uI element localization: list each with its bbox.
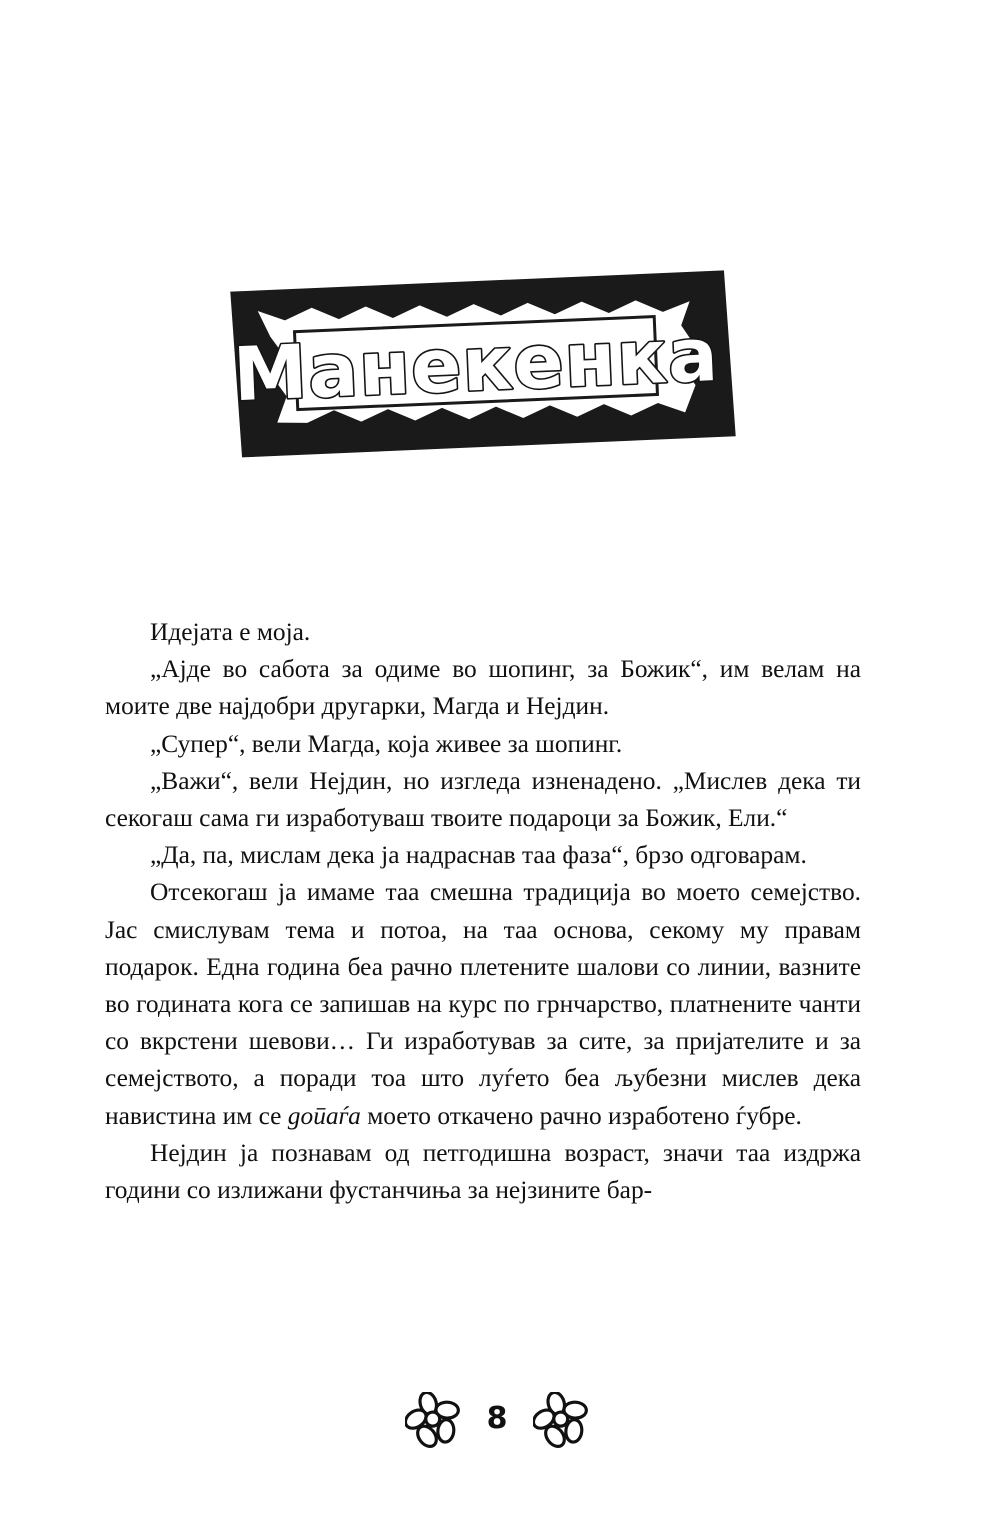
chapter-title-banner: [214, 272, 744, 457]
page-footer: [0, 1392, 994, 1448]
page-number: 8: [486, 1401, 508, 1436]
chapter-title-text: Манекенка: [231, 311, 721, 419]
paragraph-with-italic: Отсекогаш ја имаме таа смешна традиција во моето семејство. Јас смислувам тема и потоа, на таа основа, секому му правам подарок. Една година беа рачно плетените шалови со линии, вазните во годината кога се запишав на курс по грнчарство, платнените чанти со вкрстени шевови… Ги изработував за сите, за пријателите и за семејството, а поради тоа што луѓето беа љубезни мислев дека навистина им се допаѓа моето откачено рачно изработено ѓубре.: [105, 878, 861, 1130]
paragraph: Нејдин ја познавам од петгодишна возраст, значи таа издржа години со излижани фустанчиња за нејзините бар-: [105, 1138, 861, 1205]
paragraph: „Ајде во сабота за одиме во шопинг, за Божик“, им велам на моите две најдобри другарки, Магда и Нејдин.: [105, 655, 861, 721]
flower-icon: [405, 1392, 461, 1448]
paragraph: Идејата е моја.: [150, 618, 311, 646]
paragraph: „Супер“, вели Магда, која живее за шопинг.: [150, 729, 623, 758]
paragraph: „Важи“, вели Нејдин, но изгледа изненадено. „Мислев дека ти секогаш сама ги изработуваш твоите подароци за Божик, Ели.“: [105, 766, 861, 833]
flower-icon: [533, 1392, 589, 1448]
body-text: [105, 614, 861, 1209]
italic-word: допаѓа: [287, 1101, 361, 1130]
paragraph: „Да, па, мислам дека ја надраснав таа фаза“, брзо одговарам.: [150, 841, 807, 870]
